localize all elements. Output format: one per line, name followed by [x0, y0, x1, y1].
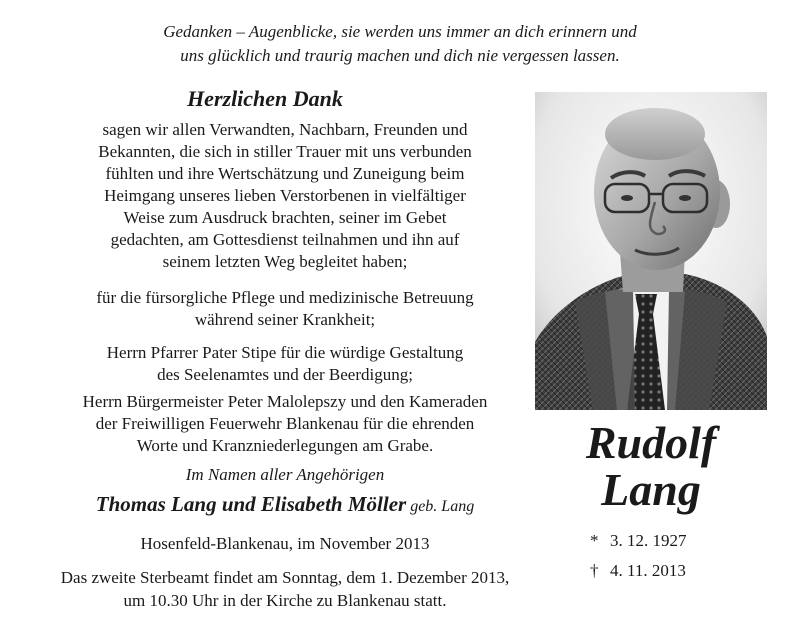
death-line [590, 556, 687, 586]
text-line: fühlten und ihre Wertschätzung und Zuneigung beim [105, 164, 465, 183]
service-notice [0, 566, 570, 612]
portrait-photo [535, 92, 767, 410]
text-line: um 10.30 Uhr in der Kirche zu Blankenau statt. [123, 591, 447, 610]
text-line: Worte und Kranzniederlegungen am Grabe. [136, 436, 434, 455]
deceased-first-name: Rudolf [585, 417, 717, 468]
text-line: Bekannten, die sich in stiller Trauer mit uns verbunden [98, 142, 472, 161]
place-date: Hosenfeld-Blankenau, im November 2013 [140, 534, 430, 553]
motto-line: uns glücklich und traurig machen und dich nie vergessen lassen. [180, 46, 620, 65]
text-line: Das zweite Sterbeamt findet am Sonntag, dem 1. Dezember 2013, [60, 568, 510, 587]
text-line: sagen wir allen Verwandten, Nachbarn, Freunden und [102, 120, 468, 139]
birth-date: 3. 12. 1927 [610, 531, 687, 550]
text-line: seinem letzten Weg begleitet haben; [162, 252, 408, 271]
signature-names [25, 492, 545, 517]
text-line: Weise zum Ausdruck brachten, seiner im Gebet [123, 208, 447, 227]
deceased-last-name: Lang [601, 464, 701, 515]
motto-line: Gedanken – Augenblicke, sie werden uns immer an dich erinnern und [163, 22, 637, 41]
thanks-paragraph-care [25, 287, 545, 331]
text-line: Herrn Bürgermeister Peter Malolepszy und den Kameraden [82, 392, 488, 411]
text-line: Herrn Pfarrer Pater Stipe für die würdige Gestaltung [106, 343, 464, 362]
thanks-paragraph-mayor [25, 391, 545, 457]
text-line: der Freiwilligen Feuerwehr Blankenau für die ehrenden [95, 414, 475, 433]
thanks-heading: Herzlichen Dank [187, 86, 343, 111]
text-line: Heimgang unseres lieben Verstorbenen in vielfältiger [104, 186, 466, 205]
birth-star-icon: * [590, 531, 599, 550]
signature-intro: Im Namen aller Angehörigen [185, 465, 385, 484]
text-line: für die fürsorgliche Pflege und medizinische Betreuung [96, 288, 474, 307]
death-date: 4. 11. 2013 [610, 561, 686, 580]
thanks-paragraph-priest [25, 342, 545, 386]
death-cross-icon: † [590, 561, 599, 580]
thanks-paragraph-relatives [25, 119, 545, 273]
motto-text [0, 20, 800, 68]
signature-names-text: Thomas Lang und Elisabeth Möller [95, 492, 407, 516]
life-dates [590, 526, 687, 586]
text-line: gedachten, am Gottesdienst teilnahmen und ihn auf [110, 230, 460, 249]
text-line: während seiner Krankheit; [194, 310, 376, 329]
text-line: des Seelenamtes und der Beerdigung; [157, 365, 413, 384]
birth-line [590, 526, 687, 556]
signature-nee: geb. Lang [410, 498, 475, 515]
